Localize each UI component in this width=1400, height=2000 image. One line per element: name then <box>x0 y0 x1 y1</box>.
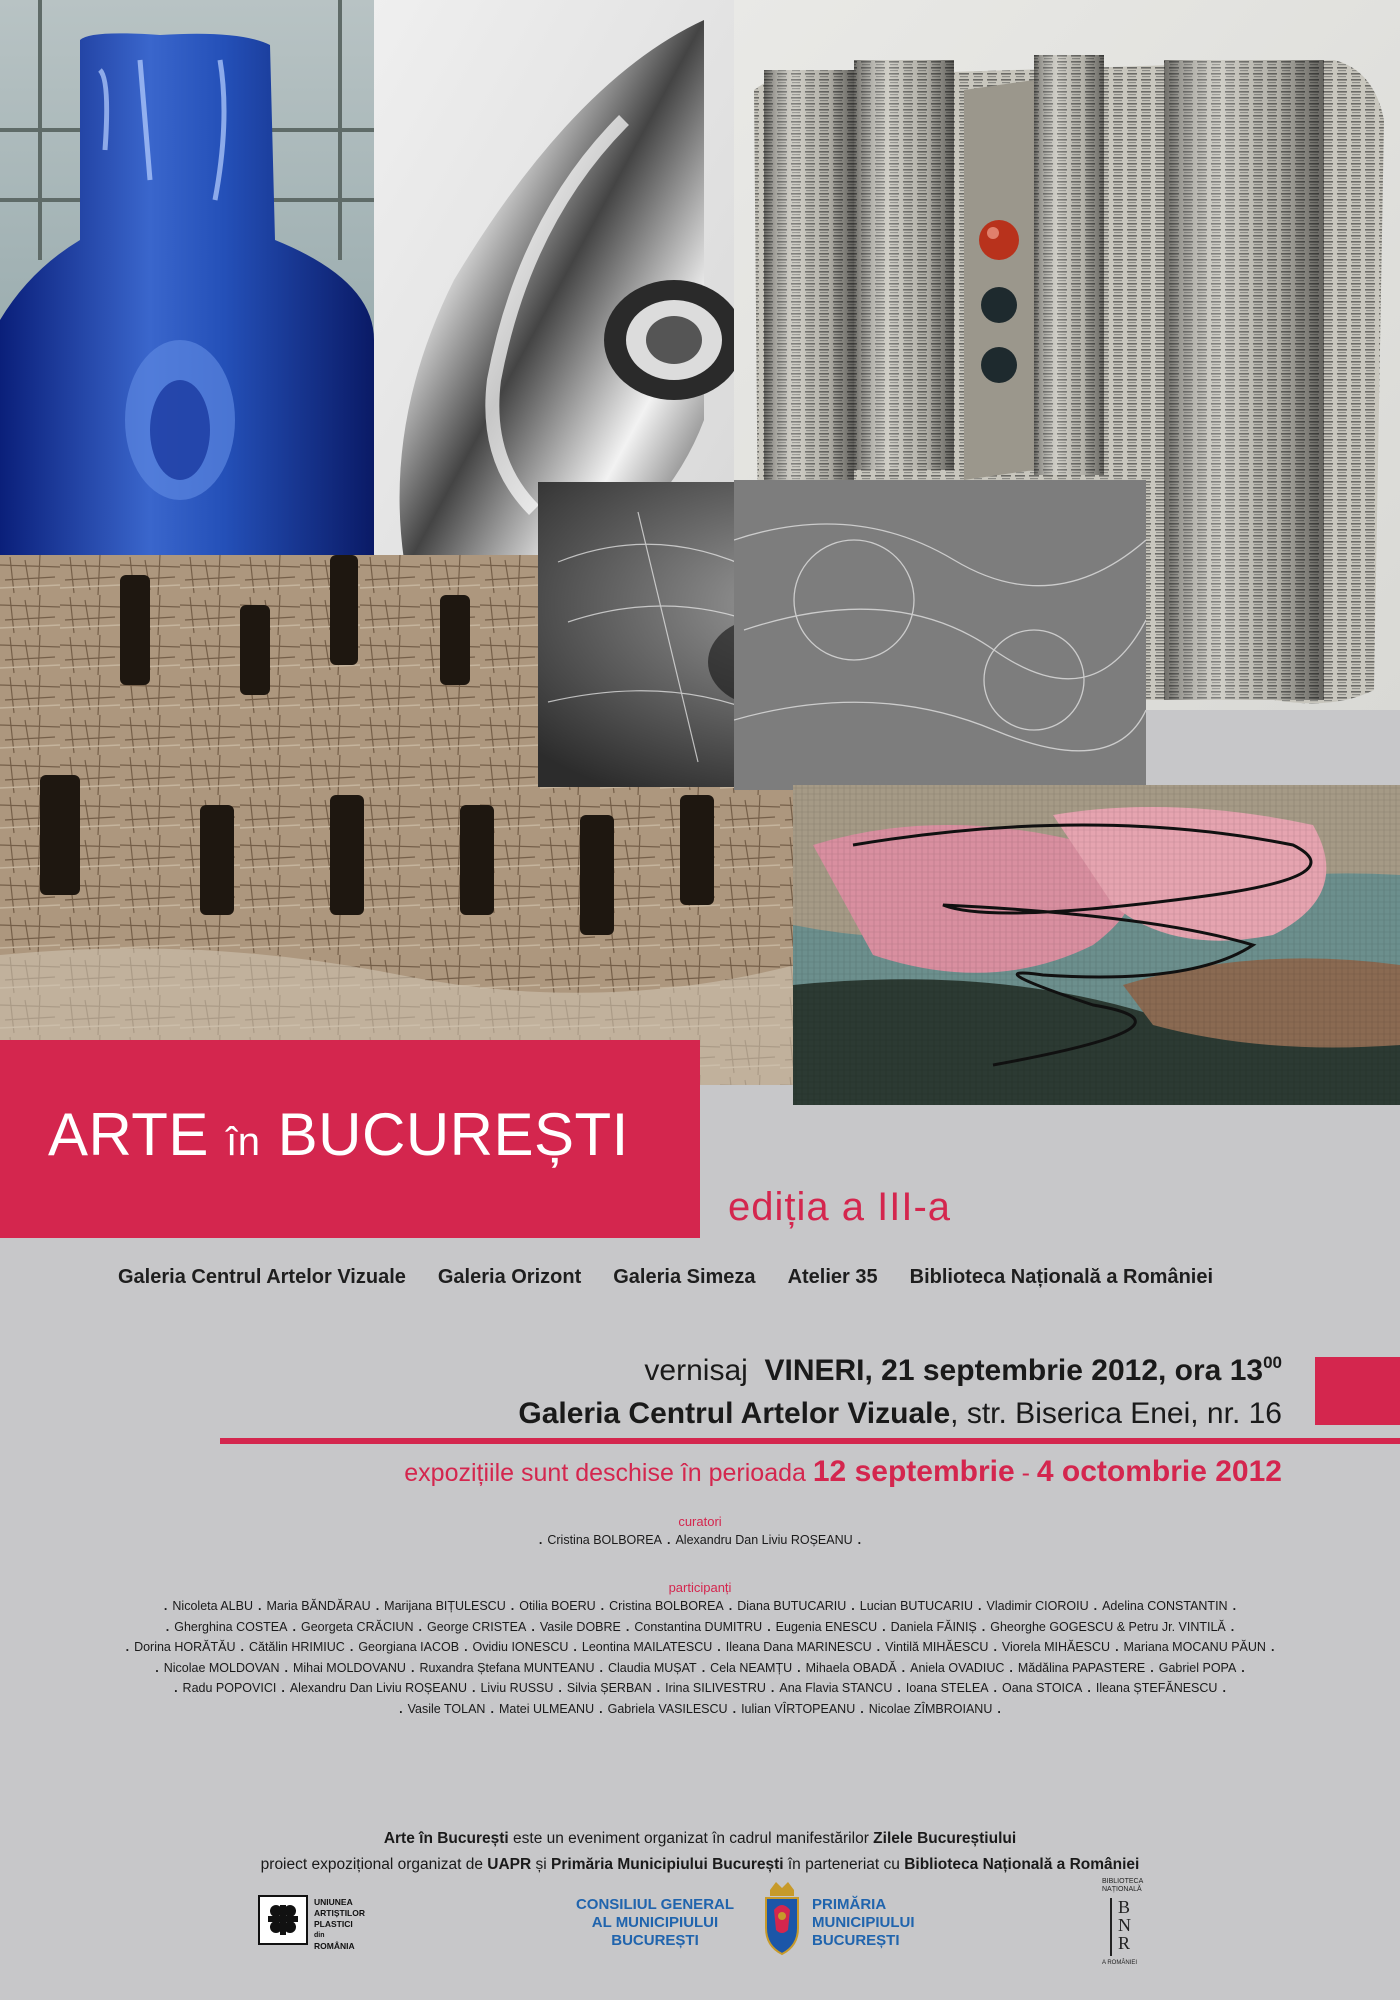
accent-line <box>220 1438 1400 1444</box>
separator-dot: . <box>993 1640 997 1654</box>
separator-dot: . <box>1150 1660 1154 1675</box>
person-name: Aniela OVADIUC <box>910 1660 1005 1675</box>
venue-item: Galeria Centrul Artelor Vizuale <box>118 1266 406 1288</box>
separator-dot: . <box>125 1640 130 1654</box>
separator-dot: . <box>770 1681 775 1695</box>
pm-line: BUCUREȘTI <box>812 1932 900 1949</box>
separator-dot: . <box>163 1599 168 1613</box>
cg-line: CONSILIUL GENERAL <box>575 1896 735 1913</box>
opening-label: vernisaj <box>644 1354 748 1387</box>
person-name: Mădălina PAPASTERE <box>1017 1660 1146 1675</box>
person-name: Viorela MIHĂESCU <box>1001 1640 1111 1654</box>
cg-line: AL MUNICIPIULUI <box>591 1914 719 1931</box>
person-name: Mariana MOCANU PĂUN <box>1123 1640 1266 1654</box>
bn-bottom-line: A ROMÂNIEI <box>1102 1960 1138 1966</box>
person-name: Vintilă MIHĂESCU <box>885 1640 989 1654</box>
bn-line: BIBLIOTECA <box>1102 1878 1144 1885</box>
person-name: Gheorghe GOGESCU & Petru Jr. VINTILĂ <box>990 1619 1226 1634</box>
footer-text: și <box>531 1856 552 1873</box>
separator-dot: . <box>599 1660 603 1675</box>
names-row <box>40 1596 1360 1617</box>
separator-dot: . <box>857 1533 862 1547</box>
exhibition-title <box>48 1100 629 1169</box>
separator-dot: . <box>174 1681 178 1695</box>
person-name: Liviu RUSSU <box>480 1681 554 1695</box>
footer-org-biblioteca: Biblioteca Națională a României <box>904 1856 1140 1873</box>
footer-event-name: Arte în București <box>383 1830 509 1847</box>
opening-venue-address: , str. Biserica Enei, nr. 16 <box>950 1397 1282 1430</box>
venues-list <box>118 1266 1298 1289</box>
person-name: Otilia BOERU <box>519 1599 596 1613</box>
separator-dot: . <box>882 1619 886 1634</box>
person-name: Mihai MOLDOVANU <box>292 1660 406 1675</box>
opening-venue <box>518 1397 1282 1431</box>
opening-day: VINERI <box>764 1354 865 1387</box>
person-name: Cristina BOLBOREA <box>609 1599 724 1613</box>
person-name: Ana Flavia STANCU <box>779 1681 893 1695</box>
footer-text: este un eveniment organizat în cadrul manifestărilor <box>508 1830 874 1847</box>
separator-dot: . <box>1270 1640 1275 1654</box>
period-text: expozițiile sunt deschise în perioada <box>404 1459 806 1487</box>
opening-time: , ora 13 <box>1158 1354 1264 1387</box>
separator-dot: . <box>1115 1640 1119 1654</box>
separator-dot: . <box>1232 1599 1237 1613</box>
accent-bar <box>1315 1357 1400 1425</box>
names-row <box>40 1678 1360 1699</box>
names-row <box>40 1699 1360 1720</box>
person-name: Marijana BIȚULESCU <box>384 1599 506 1613</box>
separator-dot: . <box>418 1619 422 1634</box>
title-part-1: ARTE <box>48 1101 209 1168</box>
separator-dot: . <box>292 1619 296 1634</box>
venue-item: Atelier 35 <box>787 1266 878 1288</box>
person-name: Vasile TOLAN <box>407 1701 486 1716</box>
separator-dot: . <box>981 1619 986 1634</box>
separator-dot: . <box>510 1599 515 1613</box>
period-end: 4 octombrie 2012 <box>1036 1455 1282 1488</box>
person-name: Vasile DOBRE <box>539 1619 621 1634</box>
primaria-logo <box>812 1896 942 1950</box>
opening-date-text: , 21 septembrie 2012 <box>864 1354 1159 1387</box>
separator-dot: . <box>599 1701 603 1716</box>
names-row <box>40 1617 1360 1638</box>
uap-logo-line: ARTIȘTILOR <box>314 1908 365 1918</box>
period-start: 12 septembrie <box>812 1455 1015 1488</box>
separator-dot: . <box>472 1681 476 1695</box>
person-name: George CRISTEA <box>427 1619 527 1634</box>
bn-monogram-icon <box>1110 1898 1152 1956</box>
separator-dot: . <box>1241 1660 1245 1675</box>
separator-dot: . <box>993 1681 998 1695</box>
person-name: Silvia ȘERBAN <box>566 1681 652 1695</box>
separator-dot: . <box>573 1640 577 1654</box>
person-name: Adelina CONSTANTIN <box>1102 1599 1228 1613</box>
person-name: Ileana ȘTEFĂNESCU <box>1095 1681 1218 1695</box>
person-name: Maria BĂNDĂRAU <box>266 1599 371 1613</box>
person-name: Ioana STELEA <box>905 1681 989 1695</box>
separator-dot: . <box>375 1599 380 1613</box>
curators-label: curatori <box>678 1514 722 1529</box>
person-name: Georgiana IACOB <box>358 1640 460 1654</box>
venue-item: Galeria Orizont <box>437 1266 582 1288</box>
names-row <box>40 1658 1360 1679</box>
separator-dot: . <box>558 1681 562 1695</box>
woven-tapestry-photo <box>793 785 1400 1105</box>
venue-item: Galeria Simeza <box>613 1266 756 1288</box>
curators-names <box>40 1530 1360 1551</box>
footer-org-primaria: Primăria Municipiului București <box>551 1856 784 1873</box>
separator-dot: . <box>240 1640 244 1654</box>
person-name: Georgeta CRĂCIUN <box>300 1619 414 1634</box>
separator-dot: . <box>732 1701 737 1716</box>
person-name: Leontina MAILATESCU <box>581 1640 713 1654</box>
names-row <box>40 1530 1360 1551</box>
separator-dot: . <box>1093 1599 1098 1613</box>
uap-logo <box>258 1895 438 1970</box>
separator-dot: . <box>797 1660 801 1675</box>
participants-label: participanți <box>668 1580 732 1595</box>
person-name: Oana STOICA <box>1002 1681 1083 1695</box>
person-name: Alexandru Dan Liviu ROȘEANU <box>675 1533 853 1547</box>
engraved-glass-detail-photo <box>734 480 1146 790</box>
biblioteca-nationala-logo <box>1102 1878 1156 1970</box>
separator-dot: . <box>1222 1681 1226 1695</box>
separator-dot: . <box>666 1533 671 1547</box>
person-name: Dorina HORĂTĂU <box>134 1640 236 1654</box>
separator-dot: . <box>490 1701 494 1716</box>
separator-dot: . <box>851 1599 855 1613</box>
separator-dot: . <box>281 1681 285 1695</box>
separator-dot: . <box>531 1619 535 1634</box>
uap-logo-line: UNIUNEA <box>314 1897 353 1907</box>
person-name: Claudia MUȘAT <box>608 1660 697 1675</box>
person-name: Radu POPOVICI <box>182 1681 277 1695</box>
person-name: Cătălin HRIMIUC <box>248 1640 345 1654</box>
separator-dot: . <box>349 1640 354 1654</box>
separator-dot: . <box>901 1660 906 1675</box>
footer-line-1 <box>0 1830 1400 1848</box>
person-name: Gabriel POPA <box>1158 1660 1237 1675</box>
person-name: Diana BUTUCARIU <box>737 1599 847 1613</box>
person-name: Vladimir CIOROIU <box>986 1599 1089 1613</box>
separator-dot: . <box>978 1599 982 1613</box>
person-name: Ruxandra Ștefana MUNTEANU <box>419 1660 595 1675</box>
separator-dot: . <box>656 1681 661 1695</box>
person-name: Daniela FĂINIȘ <box>890 1619 977 1634</box>
person-name: Alexandru Dan Liviu ROȘEANU <box>289 1681 467 1695</box>
separator-dot: . <box>165 1619 170 1634</box>
uap-emblem-icon <box>258 1895 308 1945</box>
person-name: Constantina DUMITRU <box>634 1619 763 1634</box>
names-row <box>40 1637 1360 1658</box>
title-part-3: BUCUREȘTI <box>277 1101 629 1168</box>
separator-dot: . <box>876 1640 881 1654</box>
separator-dot: . <box>997 1701 1001 1716</box>
person-name: Nicoleta ALBU <box>172 1599 254 1613</box>
separator-dot: . <box>717 1640 721 1654</box>
consiliul-general-logo <box>560 1896 750 1950</box>
separator-dot: . <box>155 1660 159 1675</box>
person-name: Ileana Dana MARINESCU <box>725 1640 872 1654</box>
pm-line: PRIMĂRIA <box>812 1896 887 1913</box>
separator-dot: . <box>600 1599 605 1613</box>
opening-date <box>644 1353 1282 1388</box>
bucharest-crest-icon <box>762 1880 802 1960</box>
separator-dot: . <box>538 1533 543 1547</box>
opening-time-minutes: 00 <box>1263 1353 1282 1372</box>
separator-dot: . <box>767 1619 771 1634</box>
person-name: Gherghina COSTEA <box>174 1619 288 1634</box>
person-name: Eugenia ENESCU <box>775 1619 878 1634</box>
separator-dot: . <box>1087 1681 1091 1695</box>
uap-logo-line: PLASTICI <box>314 1919 353 1929</box>
title-part-2: în <box>226 1120 261 1164</box>
footer-text: în parteneriat cu <box>783 1856 905 1873</box>
pm-line: MUNICIPIULUI <box>812 1914 915 1931</box>
cg-line: BUCUREȘTI <box>611 1932 699 1949</box>
person-name: Iulian VÎRTOPEANU <box>741 1701 856 1716</box>
bn-monogram-text: BNR <box>1118 1897 1131 1953</box>
venue-item: Biblioteca Națională a României <box>909 1266 1214 1288</box>
edition-label: ediția a III-a <box>728 1185 952 1229</box>
person-name: Ovidiu IONESCU <box>472 1640 569 1654</box>
opening-venue-name: Galeria Centrul Artelor Vizuale <box>518 1397 951 1430</box>
separator-dot: . <box>625 1619 630 1634</box>
person-name: Nicolae MOLDOVAN <box>163 1660 280 1675</box>
person-name: Lucian BUTUCARIU <box>859 1599 974 1613</box>
separator-dot: . <box>410 1660 415 1675</box>
separator-dot: . <box>1009 1660 1013 1675</box>
footer-text: proiect expozițional organizat de <box>260 1856 488 1873</box>
blue-glass-bottle-photo <box>0 0 374 555</box>
separator-dot: . <box>258 1599 262 1613</box>
person-name: Nicolae ZÎMBROIANU <box>868 1701 993 1716</box>
footer-line-2 <box>0 1856 1400 1874</box>
footer-festival-name: Zilele Bucureștiului <box>873 1830 1017 1847</box>
person-name: Matei ULMEANU <box>498 1701 595 1716</box>
person-name: Cela NEAMȚU <box>710 1660 793 1675</box>
separator-dot: . <box>1230 1619 1235 1634</box>
bn-line: NAȚIONALĂ <box>1102 1886 1142 1893</box>
separator-dot: . <box>464 1640 468 1654</box>
person-name: Cristina BOLBOREA <box>547 1533 662 1547</box>
separator-dot: . <box>701 1660 706 1675</box>
separator-dot: . <box>897 1681 901 1695</box>
person-name: Gabriela VASILESCU <box>607 1701 728 1716</box>
person-name: Irina SILIVESTRU <box>665 1681 766 1695</box>
separator-dot: . <box>728 1599 733 1613</box>
separator-dot: . <box>284 1660 288 1675</box>
person-name: Mihaela OBADĂ <box>805 1660 897 1675</box>
uap-logo-line: din <box>314 1932 325 1939</box>
participants-names <box>40 1596 1360 1719</box>
uap-logo-line: ROMÂNIA <box>314 1941 355 1951</box>
separator-dot: . <box>399 1701 403 1716</box>
period-separator: - <box>1014 1459 1037 1487</box>
exhibition-period <box>404 1455 1282 1489</box>
separator-dot: . <box>860 1701 864 1716</box>
footer-org-uapr: UAPR <box>487 1856 532 1873</box>
